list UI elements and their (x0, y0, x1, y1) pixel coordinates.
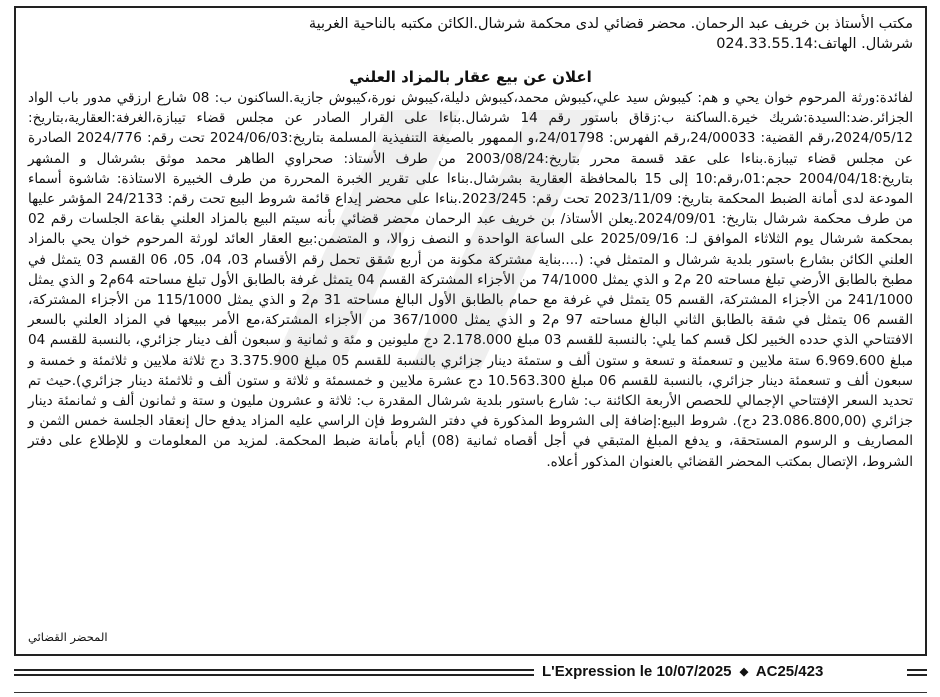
footer-rule-right-2 (907, 674, 927, 676)
office-header-line2 (28, 34, 913, 54)
publication-info (542, 660, 902, 684)
phone-label: شرشال. الهاتف: (813, 36, 913, 52)
diamond-separator-icon: ◆ (739, 666, 749, 679)
phone-number: 024.33.55.14 (716, 36, 814, 52)
notice-body (28, 88, 913, 472)
notice-paragraph: لفائدة:ورثة المرحوم خوان يحي و هم: كيبوش سيد علي،كيبوش محمد،كيبوش دليلة،كيبوش نورة،كيبوش جازية.الساكنون ب: 08 شارع ارزقي مدور باب الواد الجزائر.ضد:السيدة:شريك خيرة.الساكنة ب:زقاق باستور رقم 14 شرشال.بناءا على القرار الصادر عن مجلس قضاء تيبازة،الغرفة:العقارية،بتاريخ: 2024/05/12،رقم القضية: 24/00033،رقم الفهرس: 24/01798،و الممهور بالصيغة التنفيذية المسلمة بتاريخ:2024/06/03 تحت رقم: 2024/776 الصادرة عن مجلس قضاء تيبازة.بناءا على عقد قسمة محرر بتاريخ:2003/08/24 من طرف الأستاذ: صحراوي الطاهر محمد موثق بشرشال و المشهر بتاريخ:2004/04/18 حجم:01،رقم:10 إلى 15 بالمحافظة العقارية بشرشال.بناءا على تقرير الخبرة المحررة من طرف الخبيرة الاستاذة: شاشوة أسماء المودعة لدى أمانة الضبط المحكمة بتاريخ: 2023/11/09 تحت رقم: 2023/245.بناءا على محضر إيداع قائمة شروط البيع تحت رقم: 24/2133 المؤشر عليها من طرف محكمة شرشال بتاريخ: 2024/09/01.يعلن الأستاذ/ بن خريف عبد الرحمان محضر قضائي بأنه سيتم البيع بالمزاد العلني بقاعة الجلسات رقم 02 بمحكمة شرشال يوم الثلاثاء الموافق لـ: 2025/09/16 على الساعة الواحدة و النصف زوالا، و المتضمن:بيع العقار العائد لورثة المرحوم خوان يحي بالمزاد العلني الكائن بشارع باستور بلدية شرشال و المتمثل في: (....بناية مشتركة مكونة من أربع شقق تحمل رقم الأقسام 03، 04، 05، 06 القسم 03 يتمثل في مطبخ بالطابق الأرضي تبلغ مساحته 20 م2 و الذي يمثل 74/1000 من الأجزاء المشتركة القسم 04 يتمثل غرفة بالطابق الأول تبلغ مساحته 64م2 و الذي يمثل 241/1000 من الأجزاء المشتركة، القسم 05 يتمثل في غرفة مع حمام بالطابق الأول البالغ مساحته 31 م2 و الذي يمثل 115/1000 من الأجزاء المشتركة، القسم 06 يتمثل في شقة بالطابق الثاني البالغ مساحته 97 م2 و الذي يمثل 367/1000 من الأجزاء المشتركة،مع الأمر ببيعها في المزاد العلني بالسعر الافتتاحي الذي حدده الخبير لكل قسم كما يلي: بالنسبة للقسم 03 مبلغ 2.178.000 دج مليونين و مئة و ثمانية و سبعون ألف دينار جزائري، بالنسبة للقسم 04 مبلغ 6.969.600 ستة ملايين و تسعمئة و تسعة و ستون ألف و ستمئة دينار جزائري بالنسبة للقسم 05 مبلغ 3.375.900 دج ثلاثة ملايين و ثلاثمئة و خمسة و سبعون ألف و تسعمئة دينار جزائري، بالنسبة للقسم 06 مبلغ 10.563.300 دج عشرة ملايين و خمسمئة و ثلاثة و ستون ألف و ثلاثمئة دينار جزائري).حيث تم تحديد السعر الإفتتاحي الإجمالي للحصص الأربعة الكائنة ب: شارع باستور بلدية شرشال المقدرة ب: ثلاثة و عشرون مليون و ستة و ثمانون ألف و ثمانمئة دينار جزائري (23.086.800,00 دج). شروط البيع:إضافة إلى الشروط المذكورة في دفتر الشروط فإن الراسي عليه المزاد يدفع حال إنعقاد الجلسة خمس الثمن و المصاريف و الرسوم المستحقة، و يدفع المبلغ المتبقي في أجل أقصاه ثمانية (08) أيام بأمانة ضبط المحكمة. لمزيد من المعلومات و للإطلاع على دفتر الشروط، الإتصال بمكتب المحضر القضائي بالعنوان المذكور أعلاه. (28, 90, 914, 470)
notice-title: اعلان عن بيع عقار بالمزاد العلني (349, 68, 592, 86)
office-header-line1: مكتب الأستاذ بن خريف عبد الرحمان. محضر قضائي لدى محكمة شرشال.الكائن مكتبه بالناحية الغربية (308, 16, 913, 32)
publication-footer (14, 660, 927, 690)
signature-label: المحضر القضائي (28, 630, 108, 644)
publication-reference: AC25/423 (755, 663, 824, 680)
publication-date: L'Expression le 10/07/2025 (542, 663, 732, 680)
bottom-divider (14, 692, 927, 693)
footer-rule-left (14, 669, 534, 671)
footer-rule-left-2 (14, 674, 534, 676)
office-header (28, 14, 913, 54)
footer-rule-right (907, 669, 927, 671)
notice-frame (14, 6, 927, 656)
